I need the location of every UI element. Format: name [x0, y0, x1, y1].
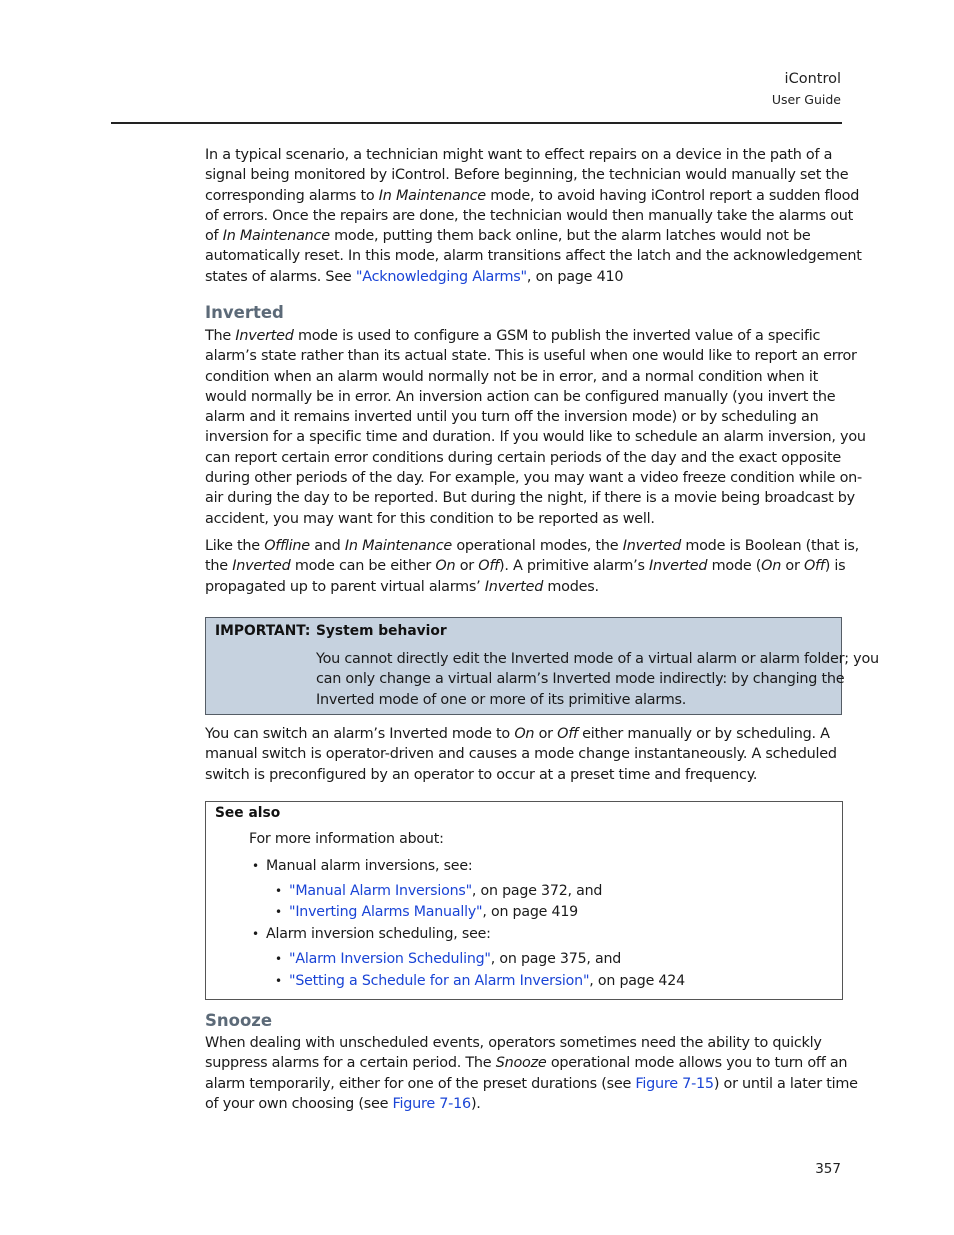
- text-line: of your own choosing (see Figure 7-16).: [205, 1095, 481, 1112]
- section-heading-inverted: Inverted: [205, 303, 284, 322]
- text-line: condition when an alarm would normally not be in error, and a normal condition when it: [205, 368, 818, 385]
- link-manual-alarm-inversions[interactable]: "Manual Alarm Inversions": [289, 883, 472, 899]
- intro-paragraph: [205, 145, 862, 287]
- bullet-icon: •: [275, 974, 282, 988]
- bullet-icon: •: [275, 905, 282, 919]
- inverted-paragraph-2: [205, 536, 859, 597]
- text-line: You cannot directly edit the Inverted mode of a virtual alarm or alarm folder; you: [316, 651, 879, 667]
- text-line: alarm and it remains inverted until you turn off the inversion mode) or by scheduling an: [205, 409, 819, 426]
- text-line: can only change a virtual alarm’s Inverted mode indirectly: by changing the: [316, 671, 845, 688]
- important-title: System behavior: [316, 623, 447, 639]
- text-line: Like the Offline and In Maintenance operational modes, the Inverted mode is Boolean (that is,: [205, 538, 859, 554]
- text-line: When dealing with unscheduled events, operators sometimes need the ability to quickly: [205, 1035, 822, 1051]
- link-alarm-inversion-scheduling[interactable]: "Alarm Inversion Scheduling": [289, 951, 491, 967]
- list-item: • "Setting a Schedule for an Alarm Inversion", on page 424: [275, 973, 685, 989]
- inverted-paragraph-1: [205, 326, 866, 529]
- text-line: alarm temporarily, either for one of the preset durations (see Figure 7-15) or until a later time: [205, 1075, 858, 1092]
- snooze-paragraph: [205, 1033, 858, 1114]
- text-line: automatically reset. In this mode, alarm transitions affect the latch and the acknowledgement: [205, 248, 862, 265]
- text-line: corresponding alarms to In Maintenance mode, to avoid having iControl report a sudden flood: [205, 187, 860, 204]
- link-inverting-alarms-manually[interactable]: "Inverting Alarms Manually": [289, 904, 483, 920]
- text-line: of errors. Once the repairs are done, the technician would then manually take the alarms out: [205, 207, 854, 224]
- text-line: inversion for a specific time and duration. If you would like to schedule an alarm inversion, you: [205, 429, 866, 446]
- link-figure-7-15[interactable]: Figure 7-15: [635, 1075, 714, 1092]
- text-line: would normally be in error. An inversion action can be configured manually (you invert the: [205, 388, 836, 405]
- list-item: • Alarm inversion scheduling, see:: [252, 926, 491, 942]
- page-number: 357: [815, 1161, 841, 1177]
- text-line: states of alarms. See "Acknowledging Alarms", on page 410: [205, 268, 624, 285]
- text-line: alarm’s state rather than its actual state. This is useful when one would like to report an error: [205, 348, 857, 365]
- text-line: signal being monitored by iControl. Before beginning, the technician would manually set the: [205, 167, 849, 184]
- text-line: can report certain error conditions during certain periods of the day and the exact opposite: [205, 449, 842, 466]
- see-also-title: See also: [215, 805, 281, 821]
- link-figure-7-16[interactable]: Figure 7-16: [392, 1095, 471, 1112]
- link-acknowledging-alarms[interactable]: "Acknowledging Alarms": [355, 268, 527, 285]
- text-line: switch is preconfigured by an operator to occur at a preset time and frequency.: [205, 766, 758, 783]
- text-line: manual switch is operator-driven and causes a mode change instantaneously. A scheduled: [205, 746, 837, 763]
- section-heading-snooze: Snooze: [205, 1011, 273, 1030]
- text-line: during other periods of the day. For example, you may want a video freeze condition while on-: [205, 470, 862, 487]
- header-rule: [111, 122, 842, 124]
- bullet-icon: •: [275, 952, 282, 966]
- important-note: [205, 617, 879, 715]
- bullet-icon: •: [252, 859, 259, 873]
- text-line: accident, you may want for this condition to be reported as well.: [205, 510, 655, 527]
- header-subtitle: User Guide: [771, 92, 841, 107]
- bullet-icon: •: [252, 927, 259, 941]
- important-label: IMPORTANT:: [215, 623, 311, 639]
- text-line: suppress alarms for a certain period. The Snooze operational mode allows you to turn off an: [205, 1055, 848, 1072]
- text-line: air during the day to be reported. But during the night, if there is a movie being broadcast by: [205, 490, 855, 507]
- text-line: The Inverted mode is used to configure a GSM to publish the inverted value of a specific: [205, 328, 821, 344]
- list-item: • "Alarm Inversion Scheduling", on page 375, and: [275, 951, 622, 967]
- header-title: iControl: [784, 71, 841, 87]
- list-item: • "Manual Alarm Inversions", on page 372, and: [275, 883, 603, 899]
- text-line: the Inverted mode can be either On or Off). A primitive alarm’s Inverted mode (On or Off) is: [205, 558, 846, 575]
- text-line: In a typical scenario, a technician might want to effect repairs on a device in the path of a: [205, 147, 833, 163]
- list-item: • Manual alarm inversions, see:: [252, 858, 473, 874]
- see-also-box: [205, 801, 843, 1000]
- text-line: propagated up to parent virtual alarms’ Inverted modes.: [205, 578, 599, 595]
- text-line: Inverted mode of one or more of its primitive alarms.: [316, 691, 687, 708]
- text-line: of In Maintenance mode, putting them back online, but the alarm latches would not be: [205, 228, 811, 245]
- important-body: [316, 649, 879, 710]
- see-also-intro: For more information about:: [249, 831, 444, 847]
- link-setting-schedule-alarm-inversion[interactable]: "Setting a Schedule for an Alarm Inversion": [289, 973, 590, 989]
- text-line: You can switch an alarm’s Inverted mode to On or Off either manually or by scheduling. A: [205, 726, 830, 742]
- inverted-paragraph-3: [205, 724, 845, 785]
- list-item: • "Inverting Alarms Manually", on page 419: [275, 904, 578, 920]
- bullet-icon: •: [275, 884, 282, 898]
